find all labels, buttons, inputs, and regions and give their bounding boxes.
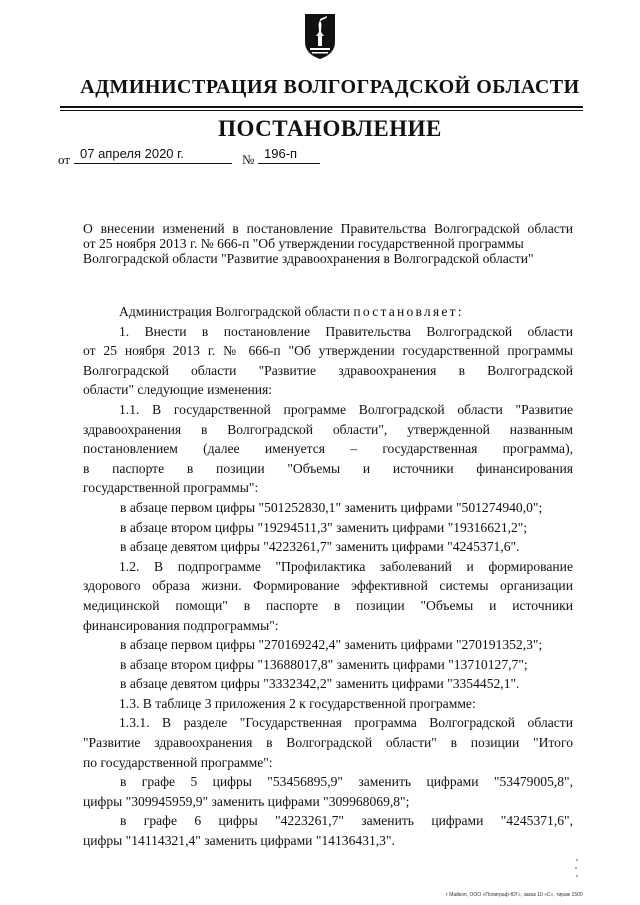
body-line: финансирования подпрограммы":	[83, 617, 279, 633]
date-number-line	[58, 146, 358, 166]
body-line: Волгоградской области "Развитие здравоохранения в Волгоградской	[83, 362, 573, 378]
document-date: 07 апреля 2020 г.	[74, 146, 232, 164]
body-line: цифры "309945959,9" заменить цифрами "309968069,8";	[83, 793, 410, 809]
document-number: 196-п	[258, 146, 320, 164]
printer-imprint: г Майкоп, ООО «Полиграф-ЮГ», заказ 10 «С», тираж 1500	[446, 892, 583, 898]
scan-marks-icon	[574, 858, 580, 878]
header-rule-thin	[60, 110, 583, 111]
subject-line: от 25 ноября 2013 г. № 666-п "Об утверждении государственной программы	[83, 236, 524, 251]
body-line: области" следующие изменения:	[83, 382, 273, 398]
body-line: в абзаце девятом цифры "3332342,2" заменить цифрами "3354452,1".	[120, 676, 520, 692]
header-rule-thick	[60, 106, 583, 108]
document-type: ПОСТАНОВЛЕНИЕ	[218, 116, 442, 141]
body-line: по государственной программе":	[83, 754, 273, 770]
body-line: 1. Внести в постановление Правительства Волгоградской области	[119, 323, 573, 339]
body-line: от 25 ноября 2013 г. № 666-п "Об утверждении государственной программы	[83, 343, 573, 359]
body-line: цифры "14114321,4" заменить цифрами "14136431,3".	[83, 833, 395, 849]
body-line: 1.2. В подпрограмме "Профилактика заболеваний и формирование	[119, 558, 573, 574]
body-line: "Развитие здравоохранения в Волгоградской области" в позиции "Итого	[83, 735, 573, 751]
coat-of-arms-icon	[302, 12, 338, 60]
body-line: медицинской помощи" в паспорте в позиции "Объемы и источники	[83, 597, 573, 613]
body-line: в абзаце втором цифры "13688017,8" заменить цифрами "13710127,7";	[120, 656, 528, 672]
body-line: 1.3. В таблице 3 приложения 2 к государственной программе:	[119, 695, 476, 711]
body-line: в абзаце первом цифры "501252830,1" заменить цифрами "501274940,0";	[120, 499, 543, 515]
body-line: здорового образа жизни. Формирование эффективной системы организации	[83, 578, 573, 594]
document-body	[83, 302, 573, 851]
body-line: в графе 6 цифры "4223261,7" заменить цифрами "4245371,6",	[120, 813, 573, 829]
intro-prefix: Администрация Волгоградской области	[119, 304, 351, 319]
body-line: в абзаце девятом цифры "4223261,7" заменить цифрами "4245371,6".	[120, 539, 520, 555]
body-line: в абзаце первом цифры "270169242,4" заменить цифрами "270191352,3";	[120, 637, 543, 653]
body-line: постановлением (далее именуется – государственная программа),	[83, 441, 573, 457]
document-subject	[83, 221, 573, 266]
body-line: здравоохранения в Волгоградской области", утвержденной названным	[83, 421, 573, 437]
intro-line	[83, 302, 573, 322]
body-line: 1.1. В государственной программе Волгоградской области "Развитие	[119, 401, 573, 417]
date-prefix: от	[58, 152, 71, 167]
body-line: 1.3.1. В разделе "Государственная программа Волгоградской области	[119, 715, 573, 731]
subject-line: О внесении изменений в постановление Правительства Волгоградской области	[83, 221, 573, 236]
body-line: в графе 5 цифры "53456895,9" заменить цифрами "53479005,8",	[120, 774, 573, 790]
number-prefix: №	[242, 152, 255, 167]
body-line: государственной программы":	[83, 480, 259, 496]
intro-verb: постановляет:	[353, 304, 464, 319]
subject-line: Волгоградской области "Развитие здравоохранения в Волгоградской области"	[83, 251, 534, 266]
body-line: в абзаце втором цифры "19294511,3" заменить цифрами "19316621,2";	[120, 519, 528, 535]
agency-name: АДМИНИСТРАЦИЯ ВОЛГОГРАДСКОЙ ОБЛАСТИ	[80, 76, 580, 98]
body-line: в паспорте в позиции "Объемы и источники финансирования	[83, 460, 573, 476]
